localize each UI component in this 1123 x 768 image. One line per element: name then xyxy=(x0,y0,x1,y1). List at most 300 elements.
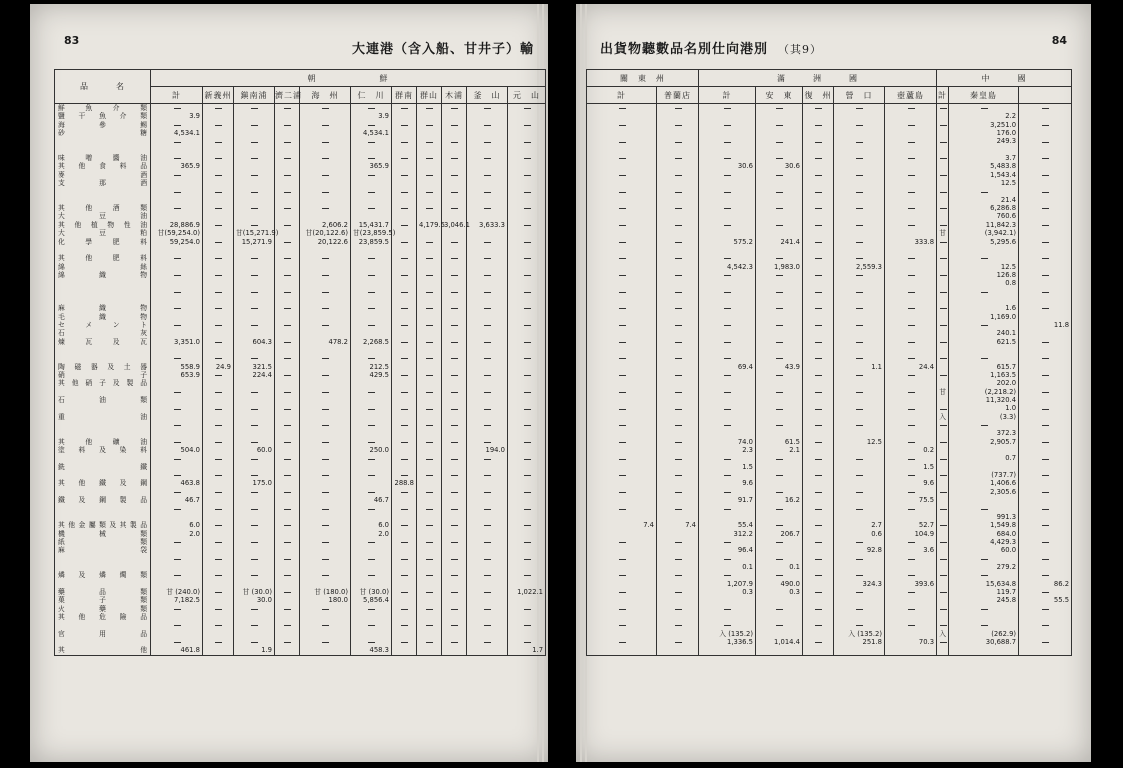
nil-dash xyxy=(215,292,222,293)
nil-dash xyxy=(856,308,863,309)
nil-dash xyxy=(368,292,375,293)
page-title-text: 出貨物聽數品名別仕向港別 xyxy=(600,42,769,57)
table-cell: 615.7 xyxy=(949,363,1019,371)
nil-dash xyxy=(451,442,458,443)
table-cell xyxy=(657,496,699,504)
row-label xyxy=(55,563,151,571)
nil-dash xyxy=(174,625,181,626)
table-cell: 15,271.9 xyxy=(234,238,275,246)
table-cell: 2,559.3 xyxy=(834,263,885,271)
table-cell xyxy=(203,313,234,321)
nil-dash xyxy=(940,375,947,376)
table-cell xyxy=(275,596,300,604)
table-cell xyxy=(803,546,834,554)
table-cell xyxy=(508,546,546,554)
nil-dash xyxy=(368,175,375,176)
nil-dash xyxy=(776,559,783,560)
nil-dash xyxy=(251,308,258,309)
table-cell: 684.0 xyxy=(949,530,1019,538)
nil-dash xyxy=(215,175,222,176)
table-cell xyxy=(300,212,351,220)
table-cell: 1.9 xyxy=(234,646,275,655)
nil-dash xyxy=(815,475,822,476)
nil-dash xyxy=(401,192,408,193)
nil-dash xyxy=(251,559,258,560)
nil-dash xyxy=(908,208,915,209)
nil-dash xyxy=(284,258,291,259)
row-label xyxy=(55,421,151,429)
nil-dash xyxy=(215,542,222,543)
table-cell: 104.9 xyxy=(885,530,937,538)
nil-dash xyxy=(675,142,682,143)
nil-dash xyxy=(856,542,863,543)
nil-dash xyxy=(724,292,731,293)
nil-dash xyxy=(1042,509,1049,510)
table-cell xyxy=(275,630,300,638)
nil-dash xyxy=(908,625,915,626)
nil-dash xyxy=(284,609,291,610)
nil-dash xyxy=(215,492,222,493)
table-cell xyxy=(417,146,442,154)
nil-dash xyxy=(284,525,291,526)
table-cell: 23,859.5 xyxy=(351,238,392,246)
nil-dash xyxy=(284,559,291,560)
table-cell: 1,014.4 xyxy=(756,638,803,646)
table-cell: 0.3 xyxy=(756,588,803,596)
nil-dash xyxy=(484,325,491,326)
nil-dash xyxy=(815,275,822,276)
nil-dash xyxy=(675,292,682,293)
table-cell xyxy=(300,513,351,521)
table-cell xyxy=(885,613,937,621)
table-cell xyxy=(203,229,234,237)
nil-dash xyxy=(484,258,491,259)
table-cell xyxy=(508,396,546,404)
table-cell xyxy=(587,296,657,304)
table-cell: 3.9 xyxy=(351,112,392,120)
nil-dash xyxy=(251,358,258,359)
table-cell xyxy=(300,630,351,638)
nil-dash xyxy=(619,559,626,560)
nil-dash xyxy=(484,625,491,626)
nil-dash xyxy=(368,142,375,143)
table-cell xyxy=(234,413,275,421)
table-cell: 甘(59,254.0) xyxy=(151,229,203,237)
nil-dash xyxy=(1042,409,1049,410)
row-label xyxy=(55,388,151,396)
nil-dash xyxy=(484,525,491,526)
nil-dash xyxy=(451,158,458,159)
table-cell xyxy=(834,212,885,220)
table-cell: 5,295.6 xyxy=(949,238,1019,246)
table-row xyxy=(587,137,1072,145)
table-row xyxy=(587,313,1072,321)
table-cell xyxy=(442,313,467,321)
table-cell xyxy=(508,146,546,154)
table-cell: 575.2 xyxy=(699,238,756,246)
nil-dash xyxy=(426,609,433,610)
nil-dash xyxy=(284,542,291,543)
table-cell: 429.5 xyxy=(351,371,392,379)
table-cell xyxy=(467,146,508,154)
nil-dash xyxy=(484,342,491,343)
nil-dash xyxy=(451,609,458,610)
row-label: 其他礦油 xyxy=(55,438,151,446)
table-cell xyxy=(392,229,417,237)
table-row xyxy=(55,429,546,437)
nil-dash xyxy=(451,325,458,326)
nil-dash xyxy=(401,475,408,476)
table-cell xyxy=(417,179,442,187)
table-row xyxy=(55,396,546,404)
table-row xyxy=(587,505,1072,513)
table-row xyxy=(587,363,1072,371)
nil-dash xyxy=(426,475,433,476)
table-cell xyxy=(756,630,803,638)
table-cell xyxy=(467,246,508,254)
table-cell: 240.1 xyxy=(949,329,1019,337)
nil-dash xyxy=(368,409,375,410)
table-cell xyxy=(699,329,756,337)
row-label: 綿織物 xyxy=(55,271,151,279)
nil-dash xyxy=(368,308,375,309)
nil-dash xyxy=(251,325,258,326)
table-cell xyxy=(300,162,351,170)
table-cell xyxy=(834,329,885,337)
table-row xyxy=(587,346,1072,354)
table-cell xyxy=(1019,112,1072,120)
table-cell xyxy=(657,630,699,638)
nil-dash xyxy=(251,125,258,126)
table-row xyxy=(587,421,1072,429)
nil-dash xyxy=(908,175,915,176)
nil-dash xyxy=(401,492,408,493)
table-cell xyxy=(657,596,699,604)
table-cell xyxy=(300,613,351,621)
table-cell xyxy=(885,296,937,304)
table-row xyxy=(55,646,546,655)
table-cell xyxy=(699,396,756,404)
nil-dash xyxy=(1042,108,1049,109)
nil-dash xyxy=(940,108,947,109)
table-cell xyxy=(508,446,546,454)
nil-dash xyxy=(724,275,731,276)
nil-dash xyxy=(908,308,915,309)
nil-dash xyxy=(815,175,822,176)
nil-dash xyxy=(322,642,329,643)
table-row xyxy=(587,429,1072,437)
row-label: 塗料及染料 xyxy=(55,446,151,454)
table-cell xyxy=(699,112,756,120)
nil-dash xyxy=(524,292,531,293)
row-label: 其他硝子及製品 xyxy=(55,379,151,387)
table-cell xyxy=(508,196,546,204)
table-cell: 5,856.4 xyxy=(351,596,392,604)
table-cell xyxy=(203,179,234,187)
nil-dash xyxy=(251,108,258,109)
table-cell xyxy=(885,129,937,137)
row-label xyxy=(55,429,151,437)
table-cell xyxy=(351,546,392,554)
nil-dash xyxy=(524,542,531,543)
table-cell xyxy=(587,613,657,621)
table-cell xyxy=(300,413,351,421)
table-cell xyxy=(937,263,949,271)
nil-dash xyxy=(484,308,491,309)
nil-dash xyxy=(451,375,458,376)
nil-dash xyxy=(815,142,822,143)
table-cell xyxy=(937,429,949,437)
table-cell: 1,336.5 xyxy=(699,638,756,646)
table-cell: 604.3 xyxy=(234,338,275,346)
nil-dash xyxy=(426,409,433,410)
nil-dash xyxy=(981,609,988,610)
nil-dash xyxy=(284,592,291,593)
china-group-header: 中 國 xyxy=(937,70,1072,87)
nil-dash xyxy=(1042,208,1049,209)
nil-dash xyxy=(940,509,947,510)
nil-dash xyxy=(368,325,375,326)
nil-dash xyxy=(215,208,222,209)
table-cell xyxy=(949,496,1019,504)
table-cell xyxy=(1019,530,1072,538)
nil-dash xyxy=(815,542,822,543)
nil-dash xyxy=(426,142,433,143)
nil-dash xyxy=(856,142,863,143)
table-cell: 3,351.0 xyxy=(151,338,203,346)
table-cell xyxy=(756,596,803,604)
nil-dash xyxy=(856,175,863,176)
nil-dash xyxy=(215,242,222,243)
table-row xyxy=(587,263,1072,271)
nil-dash xyxy=(451,192,458,193)
table-cell xyxy=(803,613,834,621)
table-cell xyxy=(234,313,275,321)
nil-dash xyxy=(401,625,408,626)
nil-dash xyxy=(619,258,626,259)
nil-dash xyxy=(426,425,433,426)
table-cell xyxy=(834,613,885,621)
table-cell xyxy=(151,379,203,387)
nil-dash xyxy=(619,242,626,243)
table-cell xyxy=(467,313,508,321)
table-cell xyxy=(392,112,417,120)
table-cell: (2,218.2) xyxy=(949,388,1019,396)
table-cell xyxy=(417,479,442,487)
table-cell xyxy=(756,196,803,204)
nil-dash xyxy=(675,225,682,226)
nil-dash xyxy=(174,575,181,576)
nil-dash xyxy=(251,425,258,426)
table-cell xyxy=(699,646,756,655)
table-cell: 9.6 xyxy=(699,479,756,487)
table-cell xyxy=(351,479,392,487)
nil-dash xyxy=(724,459,731,460)
nil-dash xyxy=(619,642,626,643)
nil-dash xyxy=(322,525,329,526)
table-cell xyxy=(151,329,203,337)
table-row xyxy=(587,613,1072,621)
table-cell xyxy=(587,146,657,154)
row-label: 其他植物性油 xyxy=(55,221,151,229)
nil-dash xyxy=(619,542,626,543)
nil-dash xyxy=(908,609,915,610)
nil-dash xyxy=(426,175,433,176)
table-cell: 甘 (240.0) xyxy=(151,588,203,596)
nil-dash xyxy=(1042,525,1049,526)
table-cell: 甘 (180.0) xyxy=(300,588,351,596)
nil-dash xyxy=(401,142,408,143)
table-row xyxy=(587,488,1072,496)
nil-dash xyxy=(426,392,433,393)
table-cell xyxy=(234,429,275,437)
nil-dash xyxy=(215,642,222,643)
table-row xyxy=(587,121,1072,129)
nil-dash xyxy=(724,625,731,626)
table-cell: 372.3 xyxy=(949,429,1019,437)
table-cell xyxy=(467,429,508,437)
table-cell: 279.2 xyxy=(949,563,1019,571)
table-row xyxy=(587,379,1072,387)
nil-dash xyxy=(284,342,291,343)
table-cell: 7,182.5 xyxy=(151,596,203,604)
table-cell xyxy=(234,329,275,337)
column-header: 群南 xyxy=(392,87,417,104)
table-cell: 46.7 xyxy=(151,496,203,504)
nil-dash xyxy=(1042,625,1049,626)
nil-dash xyxy=(451,409,458,410)
table-cell xyxy=(756,646,803,655)
nil-dash xyxy=(776,108,783,109)
nil-dash xyxy=(174,442,181,443)
table-cell xyxy=(1019,263,1072,271)
row-label xyxy=(55,137,151,145)
table-row xyxy=(55,338,546,346)
table-cell xyxy=(508,413,546,421)
nil-dash xyxy=(484,142,491,143)
nil-dash xyxy=(322,258,329,259)
nil-dash xyxy=(981,625,988,626)
table-cell: 4,429.3 xyxy=(949,538,1019,546)
nil-dash xyxy=(251,225,258,226)
table-cell xyxy=(300,179,351,187)
table-cell: 入 xyxy=(937,413,949,421)
table-cell xyxy=(203,279,234,287)
table-cell xyxy=(203,413,234,421)
nil-dash xyxy=(619,308,626,309)
table-cell xyxy=(1019,396,1072,404)
table-cell xyxy=(442,162,467,170)
table-cell xyxy=(885,196,937,204)
table-cell xyxy=(275,212,300,220)
table-cell xyxy=(234,613,275,621)
nil-dash xyxy=(426,208,433,209)
nil-dash xyxy=(174,542,181,543)
nil-dash xyxy=(940,208,947,209)
table-row xyxy=(55,121,546,129)
table-row xyxy=(587,179,1072,187)
nil-dash xyxy=(284,192,291,193)
table-cell: 0.1 xyxy=(699,563,756,571)
nil-dash xyxy=(776,609,783,610)
table-cell xyxy=(937,463,949,471)
row-label: 麻袋 xyxy=(55,546,151,554)
table-cell xyxy=(1019,246,1072,254)
nil-dash xyxy=(284,375,291,376)
table-cell xyxy=(203,646,234,655)
row-label: 味噌醬油 xyxy=(55,154,151,162)
table-cell: 甘 xyxy=(937,388,949,396)
table-cell xyxy=(699,179,756,187)
table-cell xyxy=(756,129,803,137)
table-cell xyxy=(885,513,937,521)
nil-dash xyxy=(401,459,408,460)
table-cell xyxy=(351,313,392,321)
nil-dash xyxy=(675,375,682,376)
table-cell: 入 (135.2) xyxy=(834,630,885,638)
nil-dash xyxy=(856,625,863,626)
table-cell xyxy=(803,246,834,254)
nil-dash xyxy=(619,425,626,426)
nil-dash xyxy=(908,425,915,426)
table-cell xyxy=(587,363,657,371)
table-row xyxy=(55,246,546,254)
nil-dash xyxy=(908,225,915,226)
table-cell xyxy=(1019,212,1072,220)
table-row xyxy=(587,530,1072,538)
table-cell xyxy=(467,646,508,655)
table-cell xyxy=(885,413,937,421)
nil-dash xyxy=(619,592,626,593)
table-cell xyxy=(937,146,949,154)
nil-dash xyxy=(675,575,682,576)
table-cell xyxy=(834,496,885,504)
table-row xyxy=(587,404,1072,412)
nil-dash xyxy=(776,308,783,309)
table-cell xyxy=(937,279,949,287)
nil-dash xyxy=(908,442,915,443)
table-cell xyxy=(442,396,467,404)
table-cell xyxy=(657,563,699,571)
table-cell xyxy=(300,246,351,254)
table-cell xyxy=(657,429,699,437)
table-cell: 12.5 xyxy=(949,179,1019,187)
nil-dash xyxy=(675,242,682,243)
nil-dash xyxy=(484,459,491,460)
table-cell xyxy=(1019,413,1072,421)
table-cell xyxy=(203,463,234,471)
table-cell xyxy=(300,563,351,571)
table-cell xyxy=(508,263,546,271)
table-cell: 86.2 xyxy=(1019,580,1072,588)
nil-dash xyxy=(940,459,947,460)
nil-dash xyxy=(776,375,783,376)
table-row xyxy=(587,588,1072,596)
nil-dash xyxy=(251,475,258,476)
nil-dash xyxy=(940,425,947,426)
nil-dash xyxy=(776,459,783,460)
nil-dash xyxy=(484,208,491,209)
nil-dash xyxy=(215,125,222,126)
row-label: 其他金屬類及其製品 xyxy=(55,521,151,529)
table-cell xyxy=(803,530,834,538)
table-cell xyxy=(417,346,442,354)
table-cell xyxy=(587,379,657,387)
table-cell xyxy=(300,129,351,137)
table-cell xyxy=(392,379,417,387)
table-cell: 2,305.6 xyxy=(949,488,1019,496)
nil-dash xyxy=(401,592,408,593)
